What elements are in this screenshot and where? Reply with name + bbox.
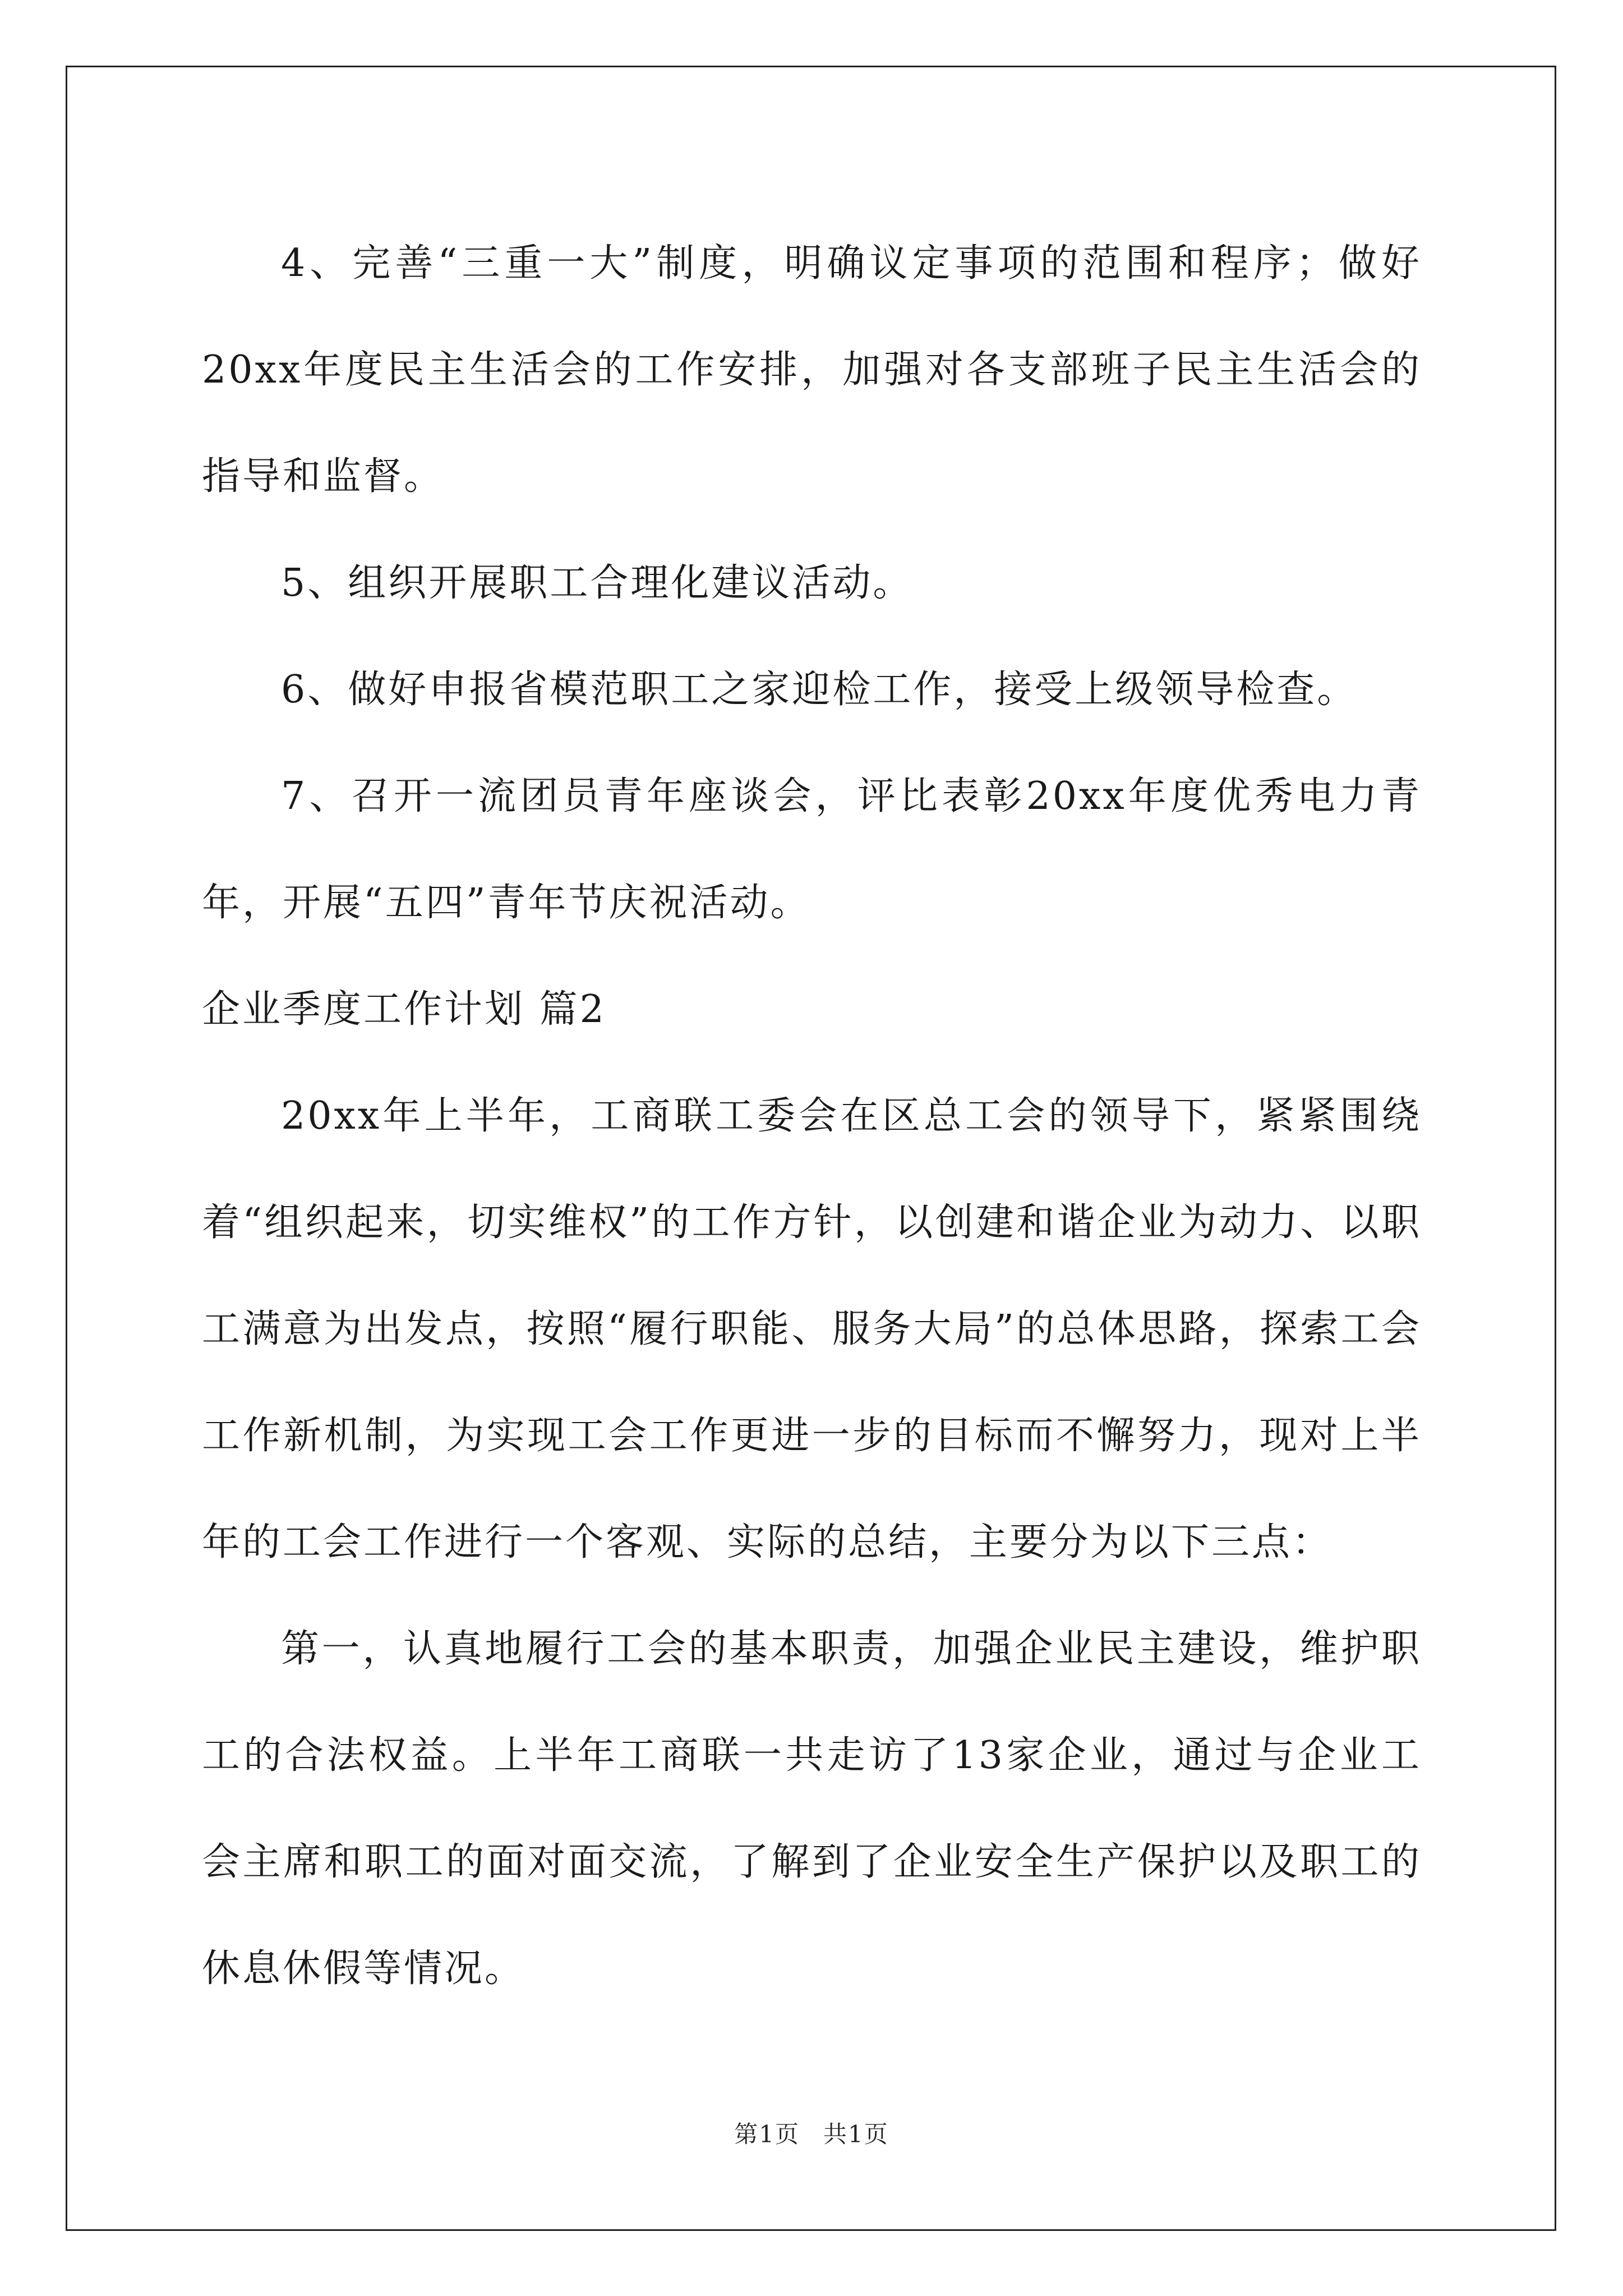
page-number-current: 第1页 [734, 2120, 800, 2148]
page-footer [0, 2118, 1623, 2151]
page-number-total: 共1页 [823, 2120, 889, 2148]
paragraph-item-4: 4、完善“三重一大”制度，明确议定事项的范围和程序；做好20xx年度民主生活会的工作安排，加强对各支部班子民主生活会的指导和监督。 [202, 241, 1422, 499]
paragraph-point-one: 第一，认真地履行工会的基本职责，加强企业民主建设，维护职工的合法权益。上半年工商联一共走访了13家企业，通过与企业工会主席和职工的面对面交流，了解到了企业安全生产保护以及职工的休息休假等情况。 [202, 1627, 1422, 1991]
paragraph-item-7: 7、召开一流团员青年座谈会，评比表彰20xx年度优秀电力青年，开展“五四”青年节庆祝活动。 [202, 774, 1422, 925]
paragraph-item-5: 5、组织开展职工合理化建议活动。 [281, 561, 914, 605]
document-body [202, 210, 1422, 2022]
paragraph-item-6: 6、做好申报省模范职工之家迎检工作，接受上级领导检查。 [281, 668, 1358, 712]
section-heading: 企业季度工作计划 篇2 [202, 987, 606, 1032]
paragraph-summary-intro: 20xx年上半年，工商联工委会在区总工会的领导下，紧紧围绕着“组织起来，切实维权”的工作方针，以创建和谐企业为动力、以职工满意为出发点，按照“履行职能、服务大局”的总体思路，探索工会工作新机制，为实现工会工作更进一步的目标而不懈努力，现对上半年的工会工作进行一个客观、实际的总结，主要分为以下三点： [202, 1094, 1422, 1565]
